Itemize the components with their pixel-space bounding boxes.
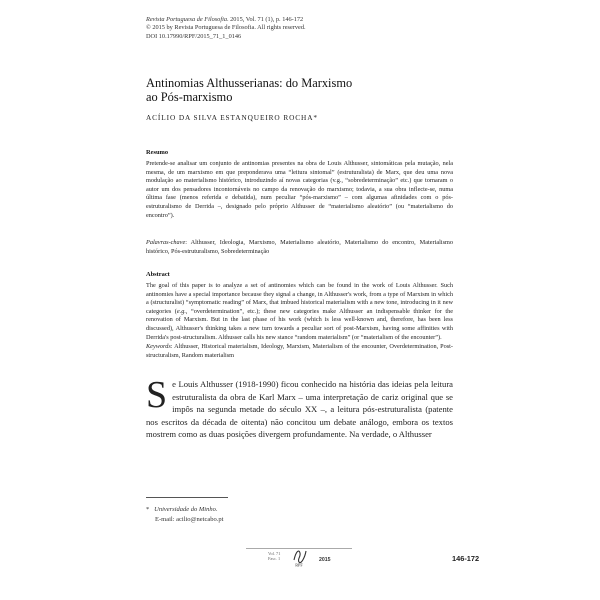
author-footnote-mark: * xyxy=(313,113,318,122)
footnote-affiliation-end: . xyxy=(215,506,218,513)
drop-cap: S xyxy=(146,374,168,416)
copyright-line: © 2015 by Revista Portuguesa de Filosofia. All rights reserved. xyxy=(146,24,306,32)
doi-line: DOI 10.17990/RPF/2015_71_1_0146 xyxy=(146,32,242,40)
journal-header xyxy=(146,16,466,41)
journal-name: Revista Portuguesa de Filosofia xyxy=(146,16,227,23)
footnote xyxy=(146,505,446,525)
footer-volume-issue xyxy=(268,551,280,561)
abstract-heading: Abstract xyxy=(146,271,170,278)
resumo-keywords xyxy=(146,239,453,256)
abstract-keywords-label: Keywords xyxy=(146,343,171,350)
footnote-rule xyxy=(146,497,228,498)
footer-issue: Fasc. 1 xyxy=(268,556,281,562)
abstract-keywords-list: : Althusser, Historical materialism, Ideology, Marxism, Materialism of the encounter, Overdetermination, Post-structuralism, Random materialism xyxy=(146,343,453,359)
footnote-mark: * xyxy=(146,506,150,513)
journal-citation: . 2015, Vol. 71 (1), p. 146-172 xyxy=(226,16,304,23)
abstract-text xyxy=(146,282,453,342)
title-line-1: Antinomias Althusserianas: do Marxismo xyxy=(146,76,353,90)
author-name: ACÍLIO DA SILVA ESTANQUEIRO ROCHA xyxy=(146,113,314,122)
abstract-text-eg: e.g. xyxy=(176,307,186,315)
footnote-affiliation-line xyxy=(146,505,446,515)
title-line-2: ao Pós-marxismo xyxy=(146,90,233,104)
article-title xyxy=(146,76,466,104)
abstract-text-part-1: The goal of this paper is to analyze a set of antinomies which can be found in the work of Louis Althusser. Such antinomies have a special importance because they signal a change, in Althusser's work, from a type of Marxism in which a (structuralist) “symptomatic reading” of Marx, that imbued historical materialism with a new tone, introducing in it new categories ( xyxy=(146,282,453,315)
journal-citation-line xyxy=(146,16,466,24)
resumo-keywords-list: : Althusser, Ideologia, Marxismo, Materialismo aleatório, Materialismo do encontro, Materialismo histórico, Pós-estruturalismo, Sobredeterminação xyxy=(146,239,453,255)
abstract-keywords xyxy=(146,343,453,360)
author-line xyxy=(146,113,476,122)
footer-volume: Vol. 71 xyxy=(268,551,281,556)
resumo-heading: Resumo xyxy=(146,149,169,156)
page-range: 146-172 xyxy=(452,554,480,563)
resumo-keywords-label: Palavras-chave xyxy=(146,239,186,246)
body-paragraph xyxy=(146,374,453,441)
footnote-affiliation: Universidade do Minho xyxy=(154,506,216,513)
footer-year: 2015 xyxy=(319,557,331,563)
abstract-text-part-2: , “overdetermination”, etc.); these new categories make Althusser an indispensable thinker for the renovation of Marxism. But in the last phase of his work (which is less well-known and, therefore, has been less discussed), Althusser's thinking takes a new turn towards a peculiar sort of post-Marxism, having some affinities with Derrida's post-structuralism. Althusser calls his new stance “random materialism” (or “materialism of the encounter”). xyxy=(146,307,453,341)
rpf-logo-text: RPF xyxy=(295,562,303,567)
resumo-text: Pretende-se analisar um conjunto de antinomias presentes na obra de Louis Althusser, sintomáticas pela mutação, nela mesma, de um marxismo em que preponderava uma “leitura sintomal” (estruturalista) de Marx, que deu uma nova modulação ao materialismo histórico, introduzindo aí novas categorias (v.g., “sobredeterminação” etc.) que tornaram o autor um dos pensadores incontornáveis no campo da renovação do marxismo; todavia, a sua obra inflecte-se, numa última fase (menos referida e debatida), num peculiar “pós-marxismo” – com algumas afinidades com o pós-estruturalismo de Derrida –, designado pelo próprio Althusser de “materialismo aleatório” (ou “materialismo do encontro”). xyxy=(146,160,453,219)
rpf-logo xyxy=(288,547,312,567)
body-paragraph-text: e Louis Althusser (1918-1990) ficou conhecido na história das ideias pela leitura estruturalista da obra de Karl Marx – uma interpretação de cariz original que se impôs na segunda metade do século XX –, a leitura pós-estruturalista (patente nos escritos da década de oitenta) não concitou um debate análogo, embora os textos mostrem como as duas posições divergem profundamente. Na verdade, o Althusser xyxy=(146,379,453,440)
footnote-email: E-mail: acilio@netcabo.pt xyxy=(155,516,224,523)
